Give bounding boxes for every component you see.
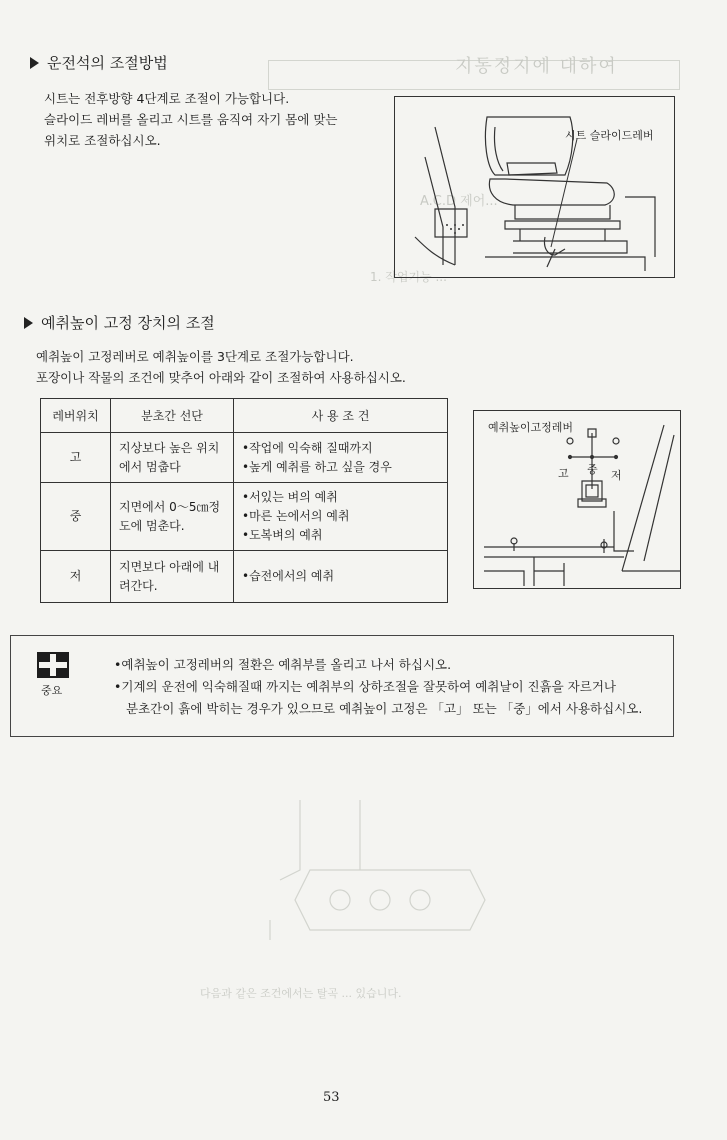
seat-slide-lever-label: 시트 슬라이드레버 bbox=[565, 129, 654, 142]
important-cross-icon bbox=[37, 652, 69, 678]
table-row bbox=[41, 483, 448, 551]
tip-line: 지면보다 아래에 내 bbox=[119, 559, 220, 574]
header-conditions: 사 용 조 건 bbox=[234, 399, 448, 433]
tip-line: 지면에서 0～5㎝정 bbox=[119, 499, 221, 514]
lever-position-mid: 중 bbox=[587, 463, 598, 476]
height-line: 예취높이 고정레버로 예취높이를 3단계로 조절가능합니다. bbox=[36, 349, 354, 364]
seat-illustration bbox=[395, 97, 674, 277]
seat-line: 위치로 조절하십시오. bbox=[44, 133, 161, 148]
seat-figure bbox=[394, 96, 675, 278]
show-through-illustration bbox=[240, 790, 500, 950]
condition-line: •작업에 익숙해 질때까지 bbox=[242, 440, 373, 455]
lever-position-low: 저 bbox=[611, 469, 622, 482]
table-header-row bbox=[41, 399, 448, 433]
tip-line: 려간다. bbox=[119, 578, 158, 593]
condition-line: •습전에서의 예취 bbox=[242, 569, 335, 583]
table-row bbox=[41, 433, 448, 483]
condition-line: •도복벼의 예취 bbox=[242, 528, 323, 542]
triangle-bullet-icon bbox=[30, 57, 39, 69]
triangle-bullet-icon bbox=[24, 317, 33, 329]
condition-line: •높게 예취를 하고 싶을 경우 bbox=[242, 459, 392, 474]
tip-line: 도에 멈춘다. bbox=[119, 518, 185, 533]
notice-line: •예취높이 고정레버의 절환은 예취부를 올리고 나서 하십시오. bbox=[114, 657, 452, 672]
seat-line: 슬라이드 레버를 올리고 시트를 움직여 자기 몸에 맞는 bbox=[44, 112, 338, 127]
notice-lines bbox=[114, 654, 642, 720]
condition-line: •서있는 벼의 예취 bbox=[242, 490, 338, 504]
table-row bbox=[41, 551, 448, 603]
conditions-cell bbox=[234, 483, 448, 551]
conditions-cell bbox=[234, 551, 448, 603]
lever-position-table bbox=[40, 398, 448, 603]
height-section-title: 예취높이 고정 장치의 조절 bbox=[41, 314, 215, 332]
header-lever-position: 레버위치 bbox=[41, 399, 111, 433]
height-lever-label: 예취높이고정레버 bbox=[488, 421, 574, 434]
height-instructions bbox=[36, 346, 406, 388]
seat-section-title: 운전석의 조절방법 bbox=[47, 54, 168, 72]
page-number: 53 bbox=[323, 1090, 340, 1105]
height-line: 포장이나 작물의 조건에 맞추어 아래와 같이 조절하여 사용하십시오. bbox=[36, 370, 406, 385]
header-tip: 분초간 선단 bbox=[111, 399, 234, 433]
lever-position-cell: 저 bbox=[41, 551, 111, 603]
lever-position-high: 고 bbox=[558, 467, 569, 480]
seat-section-heading bbox=[30, 52, 168, 73]
notice-line: •기계의 운전에 익숙해질때 까지는 예취부의 상하조절을 잘못하여 예취날이 진흙을 자르거나 bbox=[114, 679, 616, 694]
tip-line: 에서 멈춥다 bbox=[119, 459, 181, 474]
conditions-cell bbox=[234, 433, 448, 483]
show-through-text: 1. 작업기능 ... bbox=[370, 270, 447, 284]
seat-instructions bbox=[44, 88, 337, 151]
show-through-text: A.C.D 제어... bbox=[420, 194, 498, 209]
show-through-text: 다음과 같은 조건에서는 탈곡 ... 있습니다. bbox=[200, 987, 402, 1000]
show-through-title: 지동정지에 대하여 bbox=[455, 56, 618, 77]
height-lever-figure bbox=[473, 410, 681, 589]
tip-cell bbox=[111, 433, 234, 483]
lever-position-cell: 중 bbox=[41, 483, 111, 551]
condition-line: •마른 논에서의 예취 bbox=[242, 509, 350, 523]
important-notice bbox=[10, 635, 674, 737]
seat-line: 시트는 전후방향 4단계로 조절이 가능합니다. bbox=[44, 91, 290, 106]
tip-line: 지상보다 높은 위치 bbox=[119, 440, 220, 455]
height-section-heading bbox=[24, 312, 215, 333]
notice-line: 분초간이 흙에 박히는 경우가 있으므로 예취높이 고정은 「고」 또는 「중」에서 사용하십시오. bbox=[126, 701, 643, 716]
height-lever-illustration bbox=[474, 411, 680, 588]
important-label: 중요 bbox=[41, 684, 63, 697]
tip-cell bbox=[111, 551, 234, 603]
tip-cell bbox=[111, 483, 234, 551]
lever-position-cell: 고 bbox=[41, 433, 111, 483]
